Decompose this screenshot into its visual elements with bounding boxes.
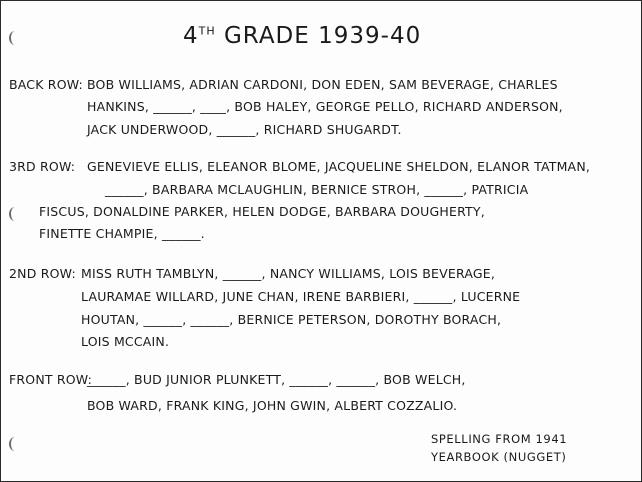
row-label-front: FRONT ROW: (9, 372, 93, 387)
title-grade-suffix: TH (198, 24, 216, 38)
name-line: HANKINS, ______, ____, BOB HALEY, GEORGE PELLO, RICHARD ANDERSON, (87, 99, 563, 114)
name-line: LOIS MCCAIN. (81, 334, 170, 349)
spelling-note-line1: SPELLING FROM 1941 (431, 432, 568, 446)
punch-hole-mark (9, 31, 21, 45)
punch-hole-mark (9, 207, 21, 221)
name-line: LAURAMAE WILLARD, JUNE CHAN, IRENE BARBIERI, ______, LUCERNE (81, 289, 521, 304)
name-line: BOB WILLIAMS, ADRIAN CARDONI, DON EDEN, SAM BEVERAGE, CHARLES (87, 77, 558, 92)
name-line: ______, BARBARA MCLAUGHLIN, BERNICE STROH, ______, PATRICIA (105, 182, 529, 197)
title-grade-number: 4 (183, 23, 199, 49)
title-text: GRADE 1939-40 (215, 23, 422, 49)
name-line: GENEVIEVE ELLIS, ELEANOR BLOME, JACQUELINE SHELDON, ELANOR TATMAN, (87, 159, 591, 174)
punch-hole-mark (9, 437, 21, 451)
name-line: BOB WARD, FRANK KING, JOHN GWIN, ALBERT COZZALIO. (87, 398, 458, 413)
name-line: FISCUS, DONALDINE PARKER, HELEN DODGE, BARBARA DOUGHERTY, (39, 204, 485, 219)
name-line: MISS RUTH TAMBLYN, ______, NANCY WILLIAMS, LOIS BEVERAGE, (81, 266, 496, 281)
row-label-third: 3RD ROW: (9, 159, 76, 174)
row-label-second: 2ND ROW: (9, 266, 76, 281)
name-line: HOUTAN, ______, ______, BERNICE PETERSON, DOROTHY BORACH, (81, 312, 502, 327)
name-line: JACK UNDERWOOD, ______, RICHARD SHUGARDT. (87, 122, 402, 137)
name-line: FINETTE CHAMPIE, ______. (39, 226, 205, 241)
row-label-back: BACK ROW: (9, 77, 83, 92)
spelling-note-line2: YEARBOOK (NUGGET) (431, 450, 567, 464)
name-line: ______, BUD JUNIOR PLUNKETT, ______, ______, BOB WELCH, (87, 372, 466, 387)
page-title (183, 23, 421, 49)
